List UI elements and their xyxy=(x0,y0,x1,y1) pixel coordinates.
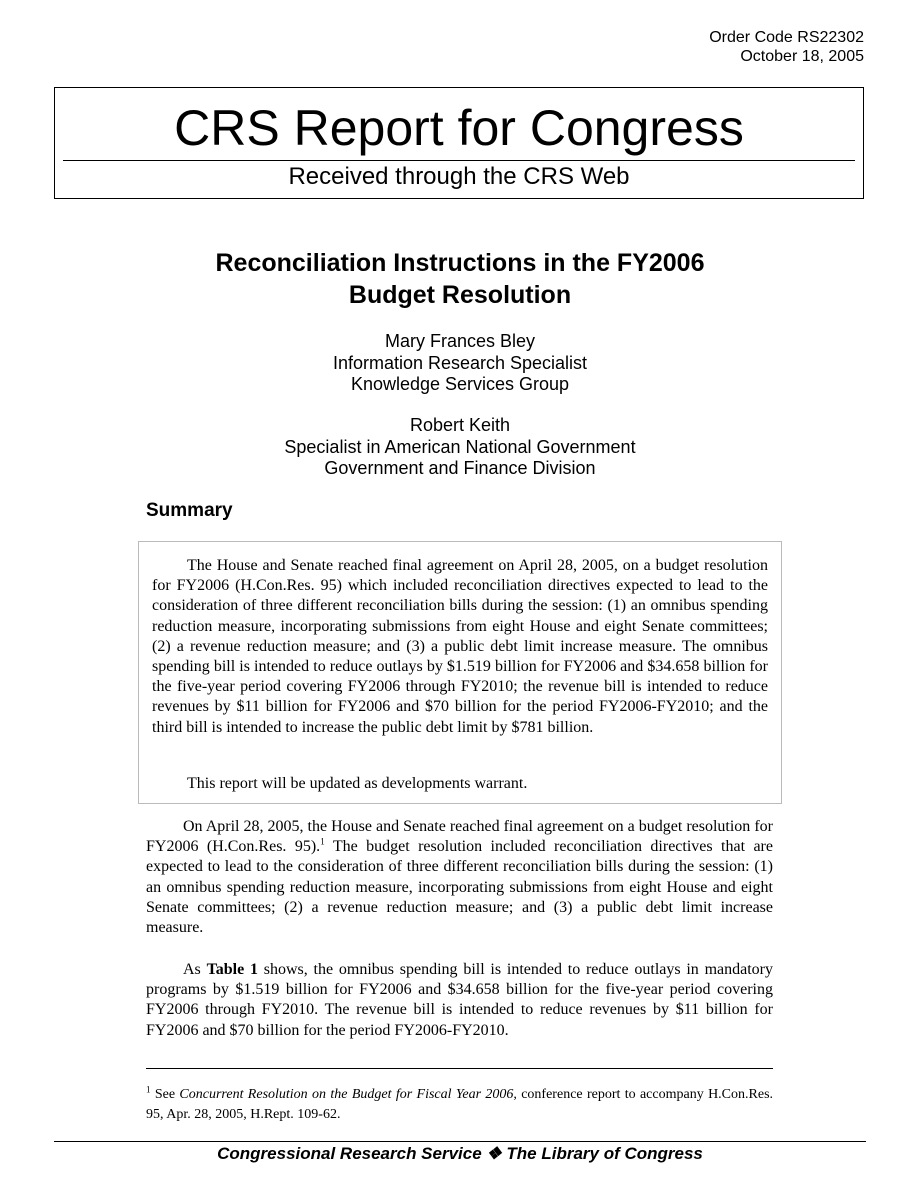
diamond-separator-icon: ❖ xyxy=(486,1144,502,1163)
report-title xyxy=(0,247,920,311)
summary-heading: Summary xyxy=(146,500,233,521)
summary-paragraph: The House and Senate reached final agreement on April 28, 2005, on a budget resolution for FY2006 (H.Con.Res. 95) which included reconciliation directives expected to lead to the consideration of three different reconciliation bills during the session: (1) an omnibus spending reduction measure, incorporating submissions from eight House and eight Senate committees; (2) a revenue reduction measure; and (3) a public debt limit increase measure. The omnibus spending bill is intended to reduce outlays by $1.519 billion for FY2006 and $34.658 billion for the five-year period covering FY2006 through FY2010; the revenue bill is intended to reduce revenues by $11 billion for FY2006 and $70 billion for the period FY2006-FY2010; and the third bill is intended to increase the public debt limit by $781 billion. xyxy=(152,557,768,736)
author-position: Information Research Specialist xyxy=(332,352,588,373)
order-code: Order Code RS22302 xyxy=(709,29,864,46)
footnote-citation: Concurrent Resolution on the Budget for Fiscal Year 2006 xyxy=(179,1087,514,1102)
table-reference: Table 1 xyxy=(206,961,258,978)
masthead-title: CRS Report for Congress xyxy=(174,100,744,156)
body-paragraph xyxy=(146,960,773,1041)
footnote-number: 1 xyxy=(146,1084,151,1095)
footnote-text: See xyxy=(150,1087,180,1102)
masthead-rule xyxy=(63,160,855,161)
body-paragraph xyxy=(146,817,773,938)
body-text: The budget resolution included reconciliation directives that are expected to lead to the consideration of three different reconciliation bills during the session: (1) an omnibus spending reduction measure, incorporating submissions from eight House and eight Senate committees; (2) a revenue reduction measure; and (3) a public debt limit increase measure. xyxy=(146,838,773,937)
author-name: Robert Keith xyxy=(409,415,511,435)
body-text: On April 28, 2005, the House and Senate reached final agreement on a budget resolution for FY2006 (H.Con.Res. 95). xyxy=(146,818,773,856)
footnote xyxy=(146,1085,773,1125)
report-date: October 18, 2005 xyxy=(740,48,864,65)
report-title-line2: Budget Resolution xyxy=(348,281,572,309)
summary-box xyxy=(138,541,782,804)
summary-update-note: This report will be updated as developments warrant. xyxy=(187,775,528,792)
author-division: Government and Finance Division xyxy=(324,458,596,478)
order-code-block xyxy=(709,28,864,66)
footnote-text: , conference report to accompany H.Con.Res. 95, Apr. 28, 2005, H.Rept. 109-62. xyxy=(146,1087,774,1122)
author-division: Knowledge Services Group xyxy=(350,374,570,394)
report-title-line1: Reconciliation Instructions in the FY2006 xyxy=(215,249,705,277)
body-text: As xyxy=(183,961,207,978)
footer-divider xyxy=(54,1141,866,1142)
footer-publisher: Congressional Research Service xyxy=(217,1144,482,1163)
author-block xyxy=(0,331,920,396)
page-footer xyxy=(0,1144,920,1164)
author-block xyxy=(0,415,920,480)
author-name: Mary Frances Bley xyxy=(384,331,536,351)
footer-library: The Library of Congress xyxy=(506,1144,703,1163)
body-text: shows, the omnibus spending bill is intended to reduce outlays in mandatory programs by $1.519 billion for FY2006 and $34.658 billion for the five-year period covering FY2006 through FY2010. The revenue bill is intended to reduce revenues by $11 billion for FY2006 and $70 billion for the period FY2006-FY2010. xyxy=(146,961,774,1039)
footnote-divider xyxy=(146,1068,773,1069)
footnote-reference[interactable]: 1 xyxy=(320,836,325,847)
author-position: Specialist in American National Government xyxy=(284,436,636,457)
masthead-subtitle: Received through the CRS Web xyxy=(288,163,630,190)
masthead xyxy=(54,87,864,199)
